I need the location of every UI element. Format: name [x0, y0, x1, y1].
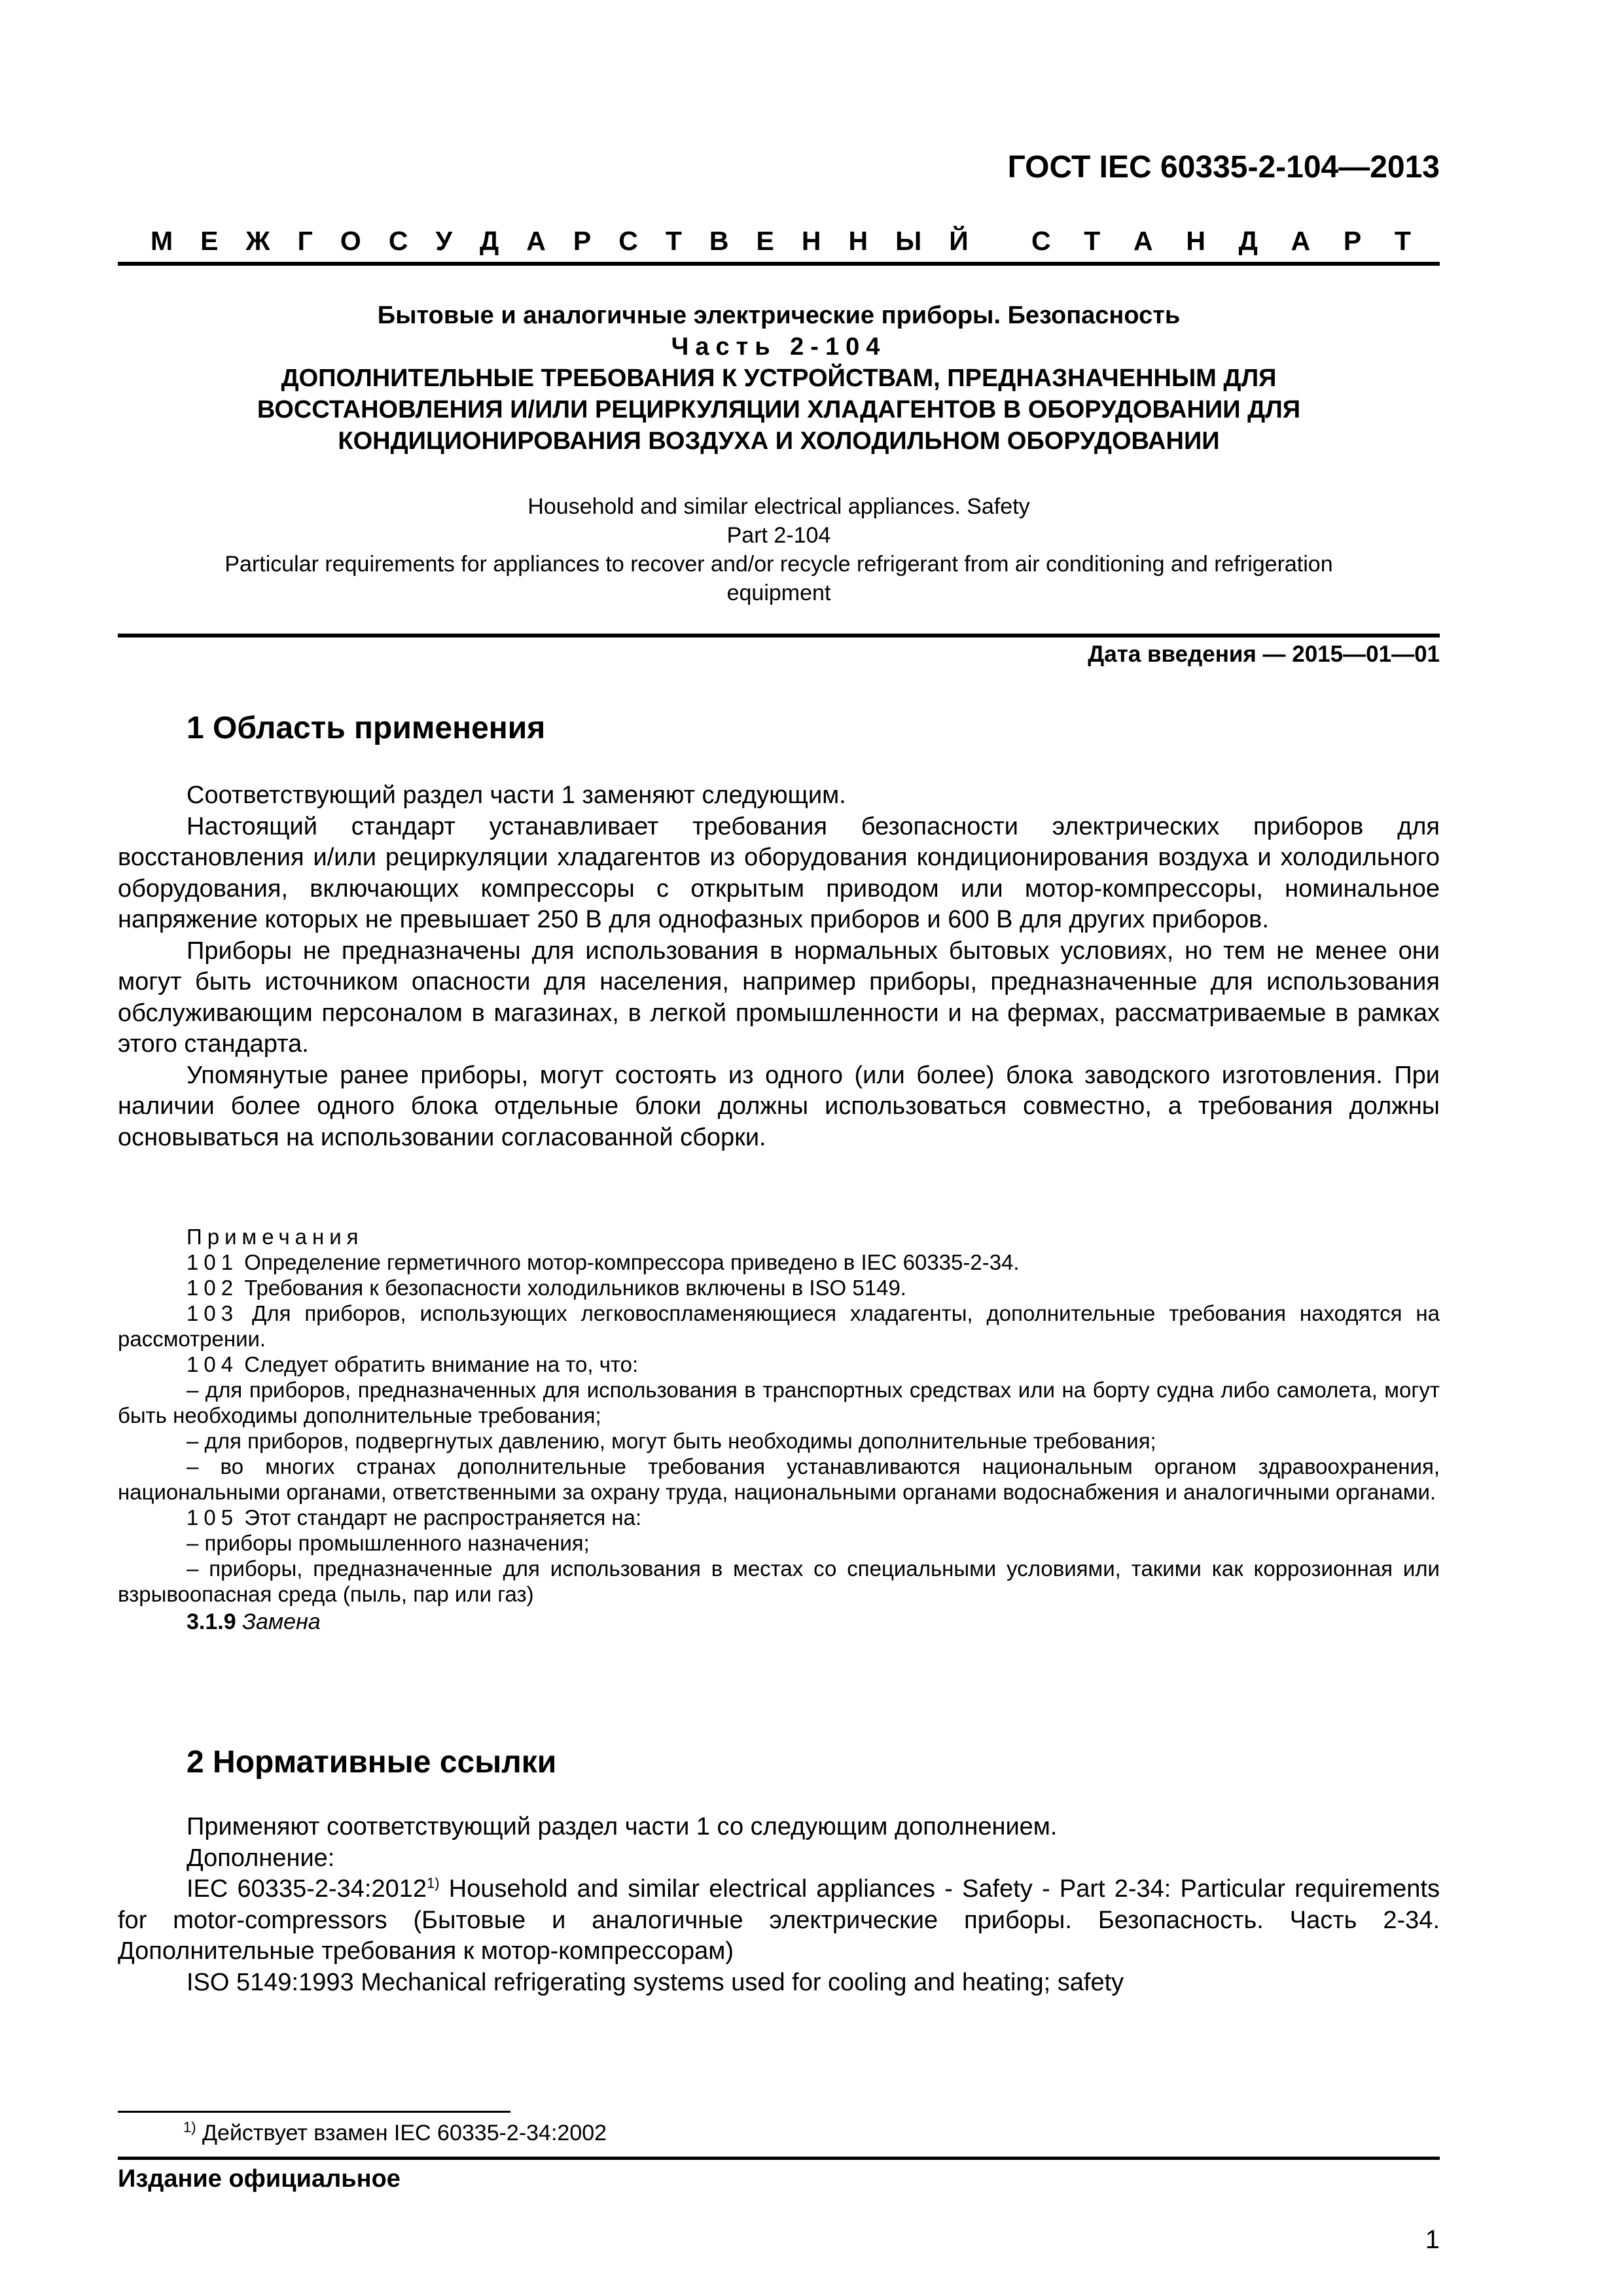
note-item: – для приборов, предназначенных для использования в транспортных средствах или на борту судна либо самолета, могут быть необходимы дополнительные требования;: [118, 1378, 1440, 1427]
banner-letter: Т: [665, 226, 682, 256]
footnote-text: Действует взамен IEC 60335-2-34:2002: [196, 2121, 607, 2145]
standard-word: [1031, 226, 1411, 257]
banner-letter: Н: [801, 226, 821, 256]
banner-letter: Ж: [245, 226, 270, 256]
edition-label: Издание официальное: [118, 2165, 401, 2193]
note-number: 103: [187, 1301, 239, 1325]
interstate-standard-banner: [118, 226, 1440, 257]
title-ru-line4: ВОССТАНОВЛЕНИЯ И/ИЛИ РЕЦИРКУЛЯЦИИ ХЛАДАГЕНТОВ В ОБОРУДОВАНИИ ДЛЯ: [257, 396, 1301, 423]
page-number: 1: [1425, 2225, 1440, 2254]
banner-letter: Т: [1084, 226, 1101, 256]
banner-letter: Е: [756, 226, 774, 256]
banner-letter: О: [340, 226, 361, 256]
banner-letter: Ы: [895, 226, 922, 256]
title-en-line3: Particular requirements for appliances to recover and/or recycle refrigerant from air conditioning and refrigeration: [224, 552, 1333, 577]
note-number: 101: [187, 1250, 239, 1274]
section2-paragraph: Применяют соответствующий раздел части 1 со следующим дополнением.: [187, 1813, 1058, 1840]
reference-item: ISO 5149:1993 Mechanical refrigerating systems used for cooling and heating; safety: [187, 1968, 1124, 1996]
banner-letter: Д: [479, 226, 499, 256]
banner-letter: Е: [200, 226, 219, 256]
title-en-line2: Part 2-104: [726, 523, 831, 548]
title-en-line4: equipment: [726, 581, 831, 605]
note-item: – приборы промышленного назначения;: [187, 1531, 590, 1555]
footnote: [183, 2121, 607, 2146]
footnote-rule: [118, 2111, 510, 2113]
note-text: Для приборов, использующих легковоспламеняющиеся хладагенты, дополнительные требования находятся на рассмотрении.: [118, 1301, 1440, 1351]
note-text: Следует обратить внимание на то, что:: [244, 1352, 639, 1376]
clause-text: Замена: [242, 1609, 321, 1634]
banner-letter: Н: [1186, 226, 1205, 256]
header-rule: [118, 262, 1440, 266]
banner-letter: М: [151, 226, 173, 256]
banner-letter: Р: [1343, 226, 1362, 256]
clause-319: [118, 1607, 1440, 1637]
notes-block: [118, 1224, 1440, 1637]
section2-body: [118, 1812, 1440, 1998]
banner-letter: Т: [1394, 226, 1411, 256]
footnote-marker: 1): [427, 1874, 440, 1892]
banner-letter: С: [1031, 226, 1051, 256]
section1-body: [118, 780, 1440, 1153]
document-number: ГОСТ IEC 60335-2-104—2013: [1007, 150, 1440, 185]
title-ru-line1: Бытовые и аналогичные электрические приборы. Безопасность: [377, 302, 1181, 329]
section2-heading: 2 Нормативные ссылки: [187, 1745, 557, 1780]
banner-letter: Д: [1238, 226, 1258, 256]
reference-text: Household and similar electrical appliances - Safety - Part 2-34: Particular requirements for motor-compressors (Бытовые и аналогичные электрические приборы. Безопасность. Часть 2-34. Дополнительные требования к мотор-компрессорам): [118, 1875, 1440, 1965]
note-item: – приборы, предназначенные для использования в местах со специальными условиями, такими как коррозионная или взрывоопасная среда (пыль, пар или газ): [118, 1556, 1440, 1606]
note-number: 104: [187, 1352, 239, 1376]
note-number: 102: [187, 1276, 239, 1300]
introduction-date: Дата введения — 2015—01—01: [1088, 641, 1440, 667]
section1-paragraph: Настоящий стандарт устанавливает требования безопасности электрических приборов для восстановления и/или рециркуляции хладагентов из оборудования кондиционирования воздуха и холодильного оборудования, включающих компрессоры с открытым приводом или мотор-компрессоры, номинальное напряжение которых не превышает 250 В для однофазных приборов и 600 В для других приборов.: [118, 812, 1440, 933]
notes-label: Примечания: [187, 1225, 364, 1249]
banner-letter: С: [618, 226, 638, 256]
note-text: Определение герметичного мотор-компрессора приведено в IEC 60335-2-34.: [244, 1250, 1020, 1274]
note-item: – во многих странах дополнительные требования устанавливаются национальным органом здравоохранения, национальными органами, ответственными за охрану труда, национальными органами водоснабжения и аналогичными органами.: [118, 1454, 1440, 1504]
clause-number: 3.1.9: [187, 1609, 236, 1634]
section2-paragraph: Дополнение:: [187, 1844, 335, 1872]
section1-paragraph: Упомянутые ранее приборы, могут состоять из одного (или более) блока заводского изготовления. При наличии более одного блока отдельные блоки должны использоваться совместно, а требования должны основываться на использовании согласованной сборки.: [118, 1061, 1440, 1151]
note-number: 105: [187, 1505, 239, 1530]
reference-item: [118, 1874, 1440, 1967]
note-text: Требования к безопасности холодильников включены в ISO 5149.: [244, 1276, 906, 1300]
banner-letter: Р: [573, 226, 592, 256]
title-rule: [118, 634, 1440, 637]
english-title: [118, 492, 1440, 607]
reference-code: IEC 60335-2-34:2012: [187, 1875, 427, 1903]
title-ru-line3: ДОПОЛНИТЕЛЬНЫЕ ТРЕБОВАНИЯ К УСТРОЙСТВАМ, ПРЕДНАЗНАЧЕННЫМ ДЛЯ: [281, 365, 1277, 392]
interstate-word: [151, 226, 969, 257]
section1-paragraph: Соответствующий раздел части 1 заменяют следующим.: [187, 781, 846, 809]
banner-letter: А: [1133, 226, 1153, 256]
banner-letter: У: [435, 226, 452, 256]
banner-letter: А: [526, 226, 546, 256]
note-text: Этот стандарт не распространяется на:: [244, 1505, 642, 1530]
banner-letter: В: [709, 226, 729, 256]
banner-letter: Г: [297, 226, 313, 256]
note-item: – для приборов, подвергнутых давлению, могут быть необходимы дополнительные требования;: [187, 1429, 1156, 1453]
title-en-line1: Household and similar electrical appliances. Safety: [527, 494, 1030, 519]
title-ru-part: Часть 2-104: [671, 333, 887, 361]
banner-letter: Н: [848, 226, 868, 256]
russian-title: [118, 300, 1440, 457]
section1-paragraph: Приборы не предназначены для использования в нормальных бытовых условиях, но тем не менее они могут быть источником опасности для населения, например приборы, предназначенные для использования обслуживающим персоналом в магазинах, в легкой промышленности и на фермах, рассматриваемые в рамках этого стандарта.: [118, 937, 1440, 1058]
footnote-marker: 1): [183, 2119, 196, 2136]
banner-letter: С: [388, 226, 408, 256]
banner-letter: А: [1291, 226, 1311, 256]
title-ru-line5: КОНДИЦИОНИРОВАНИЯ ВОЗДУХА И ХОЛОДИЛЬНОМ ОБОРУДОВАНИИ: [338, 427, 1220, 455]
banner-letter: Й: [949, 226, 969, 256]
footer-rule: [118, 2157, 1440, 2160]
section1-heading: 1 Область применения: [187, 711, 546, 745]
